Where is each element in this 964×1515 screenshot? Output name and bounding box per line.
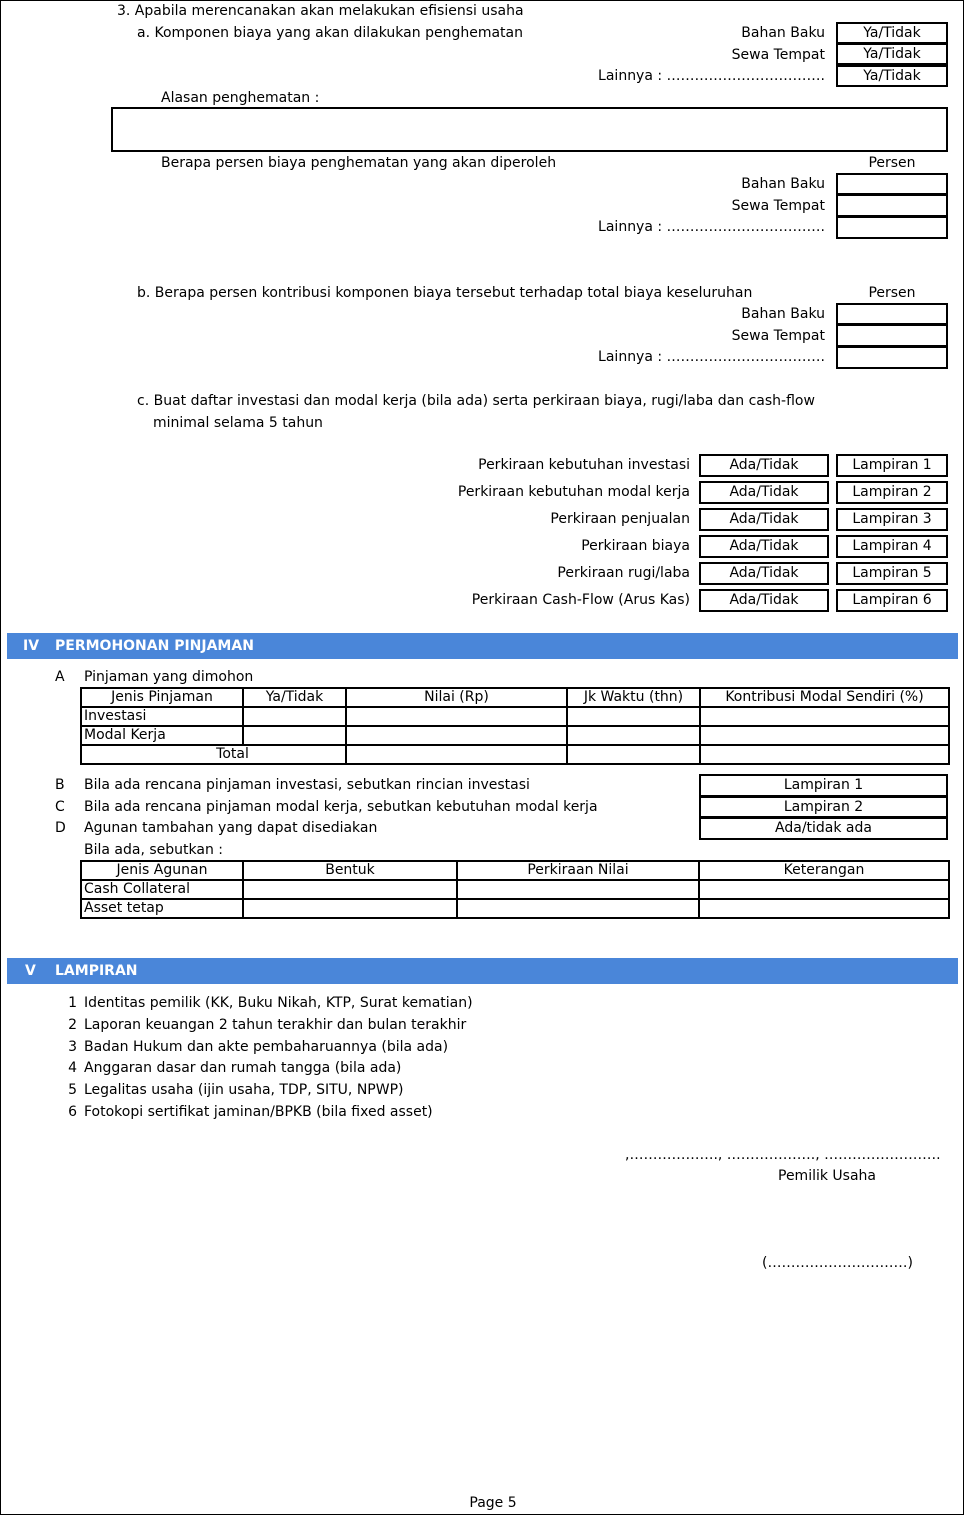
- loan-input-cell[interactable]: [567, 726, 700, 745]
- investment-lampiran-box[interactable]: Lampiran 1: [699, 774, 948, 797]
- loan-input-cell[interactable]: [243, 707, 346, 726]
- working-capital-plan-label: Bila ada rencana pinjaman modal kerja, sebutkan kebutuhan modal kerja: [84, 799, 598, 815]
- s3-a-label: a. Komponen biaya yang akan dilakukan penghematan: [137, 25, 523, 41]
- estimate-lampiran-box[interactable]: Lampiran 2: [836, 481, 948, 504]
- estimate-ada-box[interactable]: Ada/Tidak: [699, 589, 829, 612]
- s3-c-line2: minimal selama 5 tahun: [153, 415, 323, 431]
- loan-input-cell[interactable]: [700, 726, 949, 745]
- loan-type-cell: Modal Kerja: [81, 726, 243, 745]
- section-number: V: [25, 963, 36, 979]
- estimate-lampiran-box[interactable]: Lampiran 3: [836, 508, 948, 531]
- signature-date-line: ,………………., ………………., …………………….: [625, 1147, 941, 1163]
- s3-b-label: b. Berapa persen kontribusi komponen biaya tersebut terhadap total biaya keseluruhan: [137, 285, 753, 301]
- persen-input[interactable]: [836, 194, 948, 217]
- list-item-number: 3: [68, 1039, 77, 1055]
- estimate-lampiran-box[interactable]: Lampiran 6: [836, 589, 948, 612]
- section-number: IV: [23, 638, 40, 654]
- loan-total-row: [81, 745, 949, 764]
- persen-input[interactable]: [836, 173, 948, 195]
- estimate-ada-box[interactable]: Ada/Tidak: [699, 535, 829, 558]
- b-persen-header: Persen: [868, 285, 916, 301]
- estimate-ada-box[interactable]: Ada/Tidak: [699, 562, 829, 585]
- item-letter: A: [55, 669, 65, 685]
- persen-header: Persen: [868, 155, 916, 171]
- collateral-header-cell: Bentuk: [243, 861, 457, 880]
- loan-input-cell[interactable]: [346, 745, 567, 764]
- loan-input-cell[interactable]: [567, 707, 700, 726]
- loan-header-cell: Ya/Tidak: [243, 688, 346, 707]
- estimate-ada-box[interactable]: Ada/Tidak: [699, 481, 829, 504]
- loan-input-cell[interactable]: [700, 745, 949, 764]
- loan-header-cell: Jenis Pinjaman: [81, 688, 243, 707]
- estimate-label: Perkiraan kebutuhan investasi: [478, 457, 690, 473]
- list-item-number: 4: [68, 1060, 77, 1076]
- loan-input-cell[interactable]: [567, 745, 700, 764]
- component-label: Bahan Baku: [741, 25, 825, 41]
- loan-input-cell[interactable]: [346, 707, 567, 726]
- loan-table-header-row: [81, 688, 949, 707]
- loan-header-cell: Jk Waktu (thn): [567, 688, 700, 707]
- loan-requested-label: Pinjaman yang dimohon: [84, 669, 254, 685]
- list-item-number: 6: [68, 1104, 77, 1120]
- loan-table: [80, 687, 950, 765]
- estimate-label: Perkiraan Cash-Flow (Arus Kas): [471, 592, 690, 608]
- component-label: Lainnya : …………………………….: [598, 68, 825, 84]
- item-letter: B: [55, 777, 65, 793]
- b-item-label: Lainnya : …………………………….: [598, 349, 825, 365]
- alasan-input[interactable]: [111, 107, 948, 152]
- estimate-label: Perkiraan biaya: [581, 538, 690, 554]
- table-row: [81, 707, 949, 726]
- component-value-box[interactable]: Ya/Tidak: [836, 22, 948, 44]
- list-item-number: 5: [68, 1082, 77, 1098]
- b-persen-input[interactable]: [836, 346, 948, 369]
- list-item: Legalitas usaha (ijin usaha, TDP, SITU, NPWP): [84, 1082, 404, 1098]
- persen-question: Berapa persen biaya penghematan yang akan diperoleh: [161, 155, 557, 171]
- collateral-type-cell: Cash Collateral: [81, 880, 243, 899]
- table-row: [81, 726, 949, 745]
- loan-input-cell[interactable]: [346, 726, 567, 745]
- s3-heading: 3. Apabila merencanakan akan melakukan efisiensi usaha: [117, 3, 524, 19]
- collateral-input-cell[interactable]: [457, 880, 699, 899]
- collateral-input-cell[interactable]: [243, 899, 457, 918]
- signature-role: Pemilik Usaha: [778, 1168, 876, 1184]
- page-number: Page 5: [469, 1495, 517, 1511]
- collateral-input-cell[interactable]: [243, 880, 457, 899]
- estimate-ada-box[interactable]: Ada/Tidak: [699, 508, 829, 531]
- list-item-number: 1: [68, 995, 77, 1011]
- component-value-box[interactable]: Ya/Tidak: [836, 65, 948, 87]
- b-item-label: Bahan Baku: [741, 306, 825, 322]
- item-letter: D: [55, 820, 66, 836]
- persen-item-label: Sewa Tempat: [731, 198, 825, 214]
- loan-header-cell: Kontribusi Modal Sendiri (%): [700, 688, 949, 707]
- estimate-label: Perkiraan kebutuhan modal kerja: [457, 484, 690, 500]
- collateral-header-cell: Perkiraan Nilai: [457, 861, 699, 880]
- persen-item-label: Bahan Baku: [741, 176, 825, 192]
- loan-input-cell[interactable]: [700, 707, 949, 726]
- section-iv-header: [7, 633, 958, 659]
- item-letter: C: [55, 799, 65, 815]
- component-label: Sewa Tempat: [731, 47, 825, 63]
- alasan-label: Alasan penghematan :: [161, 90, 320, 106]
- collateral-table: [80, 860, 950, 919]
- list-item: Badan Hukum dan akte pembaharuannya (bila ada): [84, 1039, 449, 1055]
- signature-name-line: (…………………………): [762, 1255, 913, 1271]
- collateral-table-header-row: [81, 861, 949, 880]
- list-item: Fotokopi sertifikat jaminan/BPKB (bila fixed asset): [84, 1104, 433, 1120]
- investment-plan-label: Bila ada rencana pinjaman investasi, sebutkan rincian investasi: [84, 777, 530, 793]
- table-row: [81, 899, 949, 918]
- list-item: Laporan keuangan 2 tahun terakhir dan bulan terakhir: [84, 1017, 467, 1033]
- section-v-header: [7, 958, 958, 984]
- estimate-lampiran-box[interactable]: Lampiran 1: [836, 454, 948, 477]
- loan-total-label: Total: [81, 745, 346, 764]
- list-item: Anggaran dasar dan rumah tangga (bila ada): [84, 1060, 402, 1076]
- component-value-box[interactable]: Ya/Tidak: [836, 43, 948, 65]
- estimate-lampiran-box[interactable]: Lampiran 5: [836, 562, 948, 585]
- collateral-input-cell[interactable]: [457, 899, 699, 918]
- collateral-label: Agunan tambahan yang dapat disediakan: [84, 820, 378, 836]
- loan-type-cell: Investasi: [81, 707, 243, 726]
- loan-input-cell[interactable]: [243, 726, 346, 745]
- estimate-label: Perkiraan penjualan: [550, 511, 690, 527]
- collateral-header-cell: Jenis Agunan: [81, 861, 243, 880]
- section-title: LAMPIRAN: [55, 963, 138, 979]
- persen-item-label: Lainnya : …………………………….: [598, 219, 825, 235]
- table-row: [81, 880, 949, 899]
- list-item-number: 2: [68, 1017, 77, 1033]
- section-title: PERMOHONAN PINJAMAN: [55, 638, 254, 654]
- list-item: Identitas pemilik (KK, Buku Nikah, KTP, Surat kematian): [84, 995, 473, 1011]
- collateral-type-cell: Asset tetap: [81, 899, 243, 918]
- collateral-input-cell[interactable]: [699, 899, 949, 918]
- collateral-input-cell[interactable]: [699, 880, 949, 899]
- estimate-lampiran-box[interactable]: Lampiran 4: [836, 535, 948, 558]
- s3-c-line1: c. Buat daftar investasi dan modal kerja (bila ada) serta perkiraan biaya, rugi/laba dan cash-flow: [137, 393, 815, 409]
- loan-header-cell: Nilai (Rp): [346, 688, 567, 707]
- estimate-label: Perkiraan rugi/laba: [557, 565, 690, 581]
- collateral-specify-label: Bila ada, sebutkan :: [84, 842, 223, 858]
- b-persen-input[interactable]: [836, 303, 948, 325]
- collateral-header-cell: Keterangan: [699, 861, 949, 880]
- collateral-availability-box[interactable]: Ada/tidak ada: [699, 817, 948, 840]
- persen-input[interactable]: [836, 216, 948, 239]
- working-capital-lampiran-box[interactable]: Lampiran 2: [699, 796, 948, 818]
- b-persen-input[interactable]: [836, 324, 948, 347]
- estimate-ada-box[interactable]: Ada/Tidak: [699, 454, 829, 477]
- b-item-label: Sewa Tempat: [731, 328, 825, 344]
